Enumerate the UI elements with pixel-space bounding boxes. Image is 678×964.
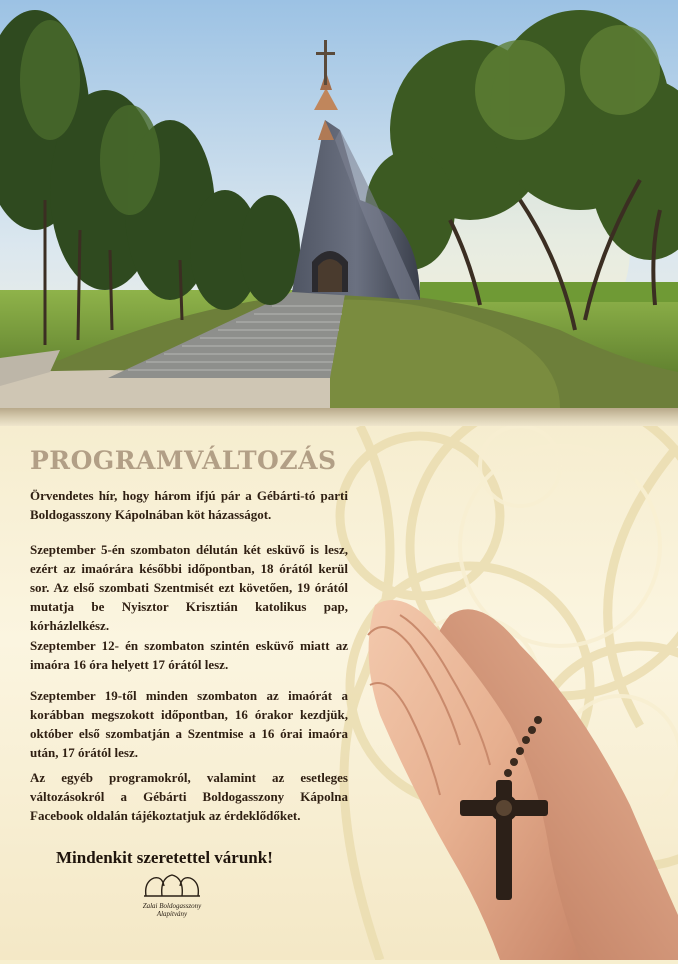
logo-line2: Alapítvány bbox=[156, 910, 188, 918]
paragraph-facebook: Az egyéb programokról, valamint az esetleges változásokról a Gébárti Boldogasszony Kápolna Facebook oldalán tájékoztatjuk az érdeklődőket. bbox=[30, 770, 348, 823]
page-title: PROGRAMVÁLTOZÁS bbox=[30, 446, 337, 475]
logo-line1: Zalai Boldogasszony bbox=[142, 902, 202, 910]
section-divider bbox=[0, 408, 678, 426]
paragraph-sept5: Szeptember 5-én szombaton délután két esküvő is lesz, ezért az imaórára későbbi időpontban, 18 órától kerül sor. Az első szombati Szentmisét ezt követően, 19 órától mutatja be Nyisztor Krisztián katolikus pap, kórházlelkész. bbox=[30, 542, 348, 633]
praying-hands-image bbox=[330, 575, 678, 960]
paragraph-sept19: Szeptember 19-től minden szombaton az imaórát a korábban megszokott időpontban, 16 órakor kezdjük, október első szombatján a Szentmise a 16 órai imaóra után, 17 órától lesz. bbox=[30, 688, 348, 760]
paragraph-sept12: Szeptember 12- én szombaton szintén esküvő miatt az imaóra 16 óra helyett 17 órától lesz. bbox=[30, 638, 348, 672]
chapel-photo bbox=[0, 0, 678, 408]
foundation-logo-icon bbox=[140, 872, 204, 898]
foundation-logo bbox=[130, 872, 214, 920]
paragraph-intro: Örvendetes hír, hogy három ifjú pár a Gébárti-tó parti Boldogasszony Kápolnában köt házasságot. bbox=[30, 488, 348, 522]
closing-line: Mindenkit szeretettel várunk! bbox=[56, 848, 273, 867]
